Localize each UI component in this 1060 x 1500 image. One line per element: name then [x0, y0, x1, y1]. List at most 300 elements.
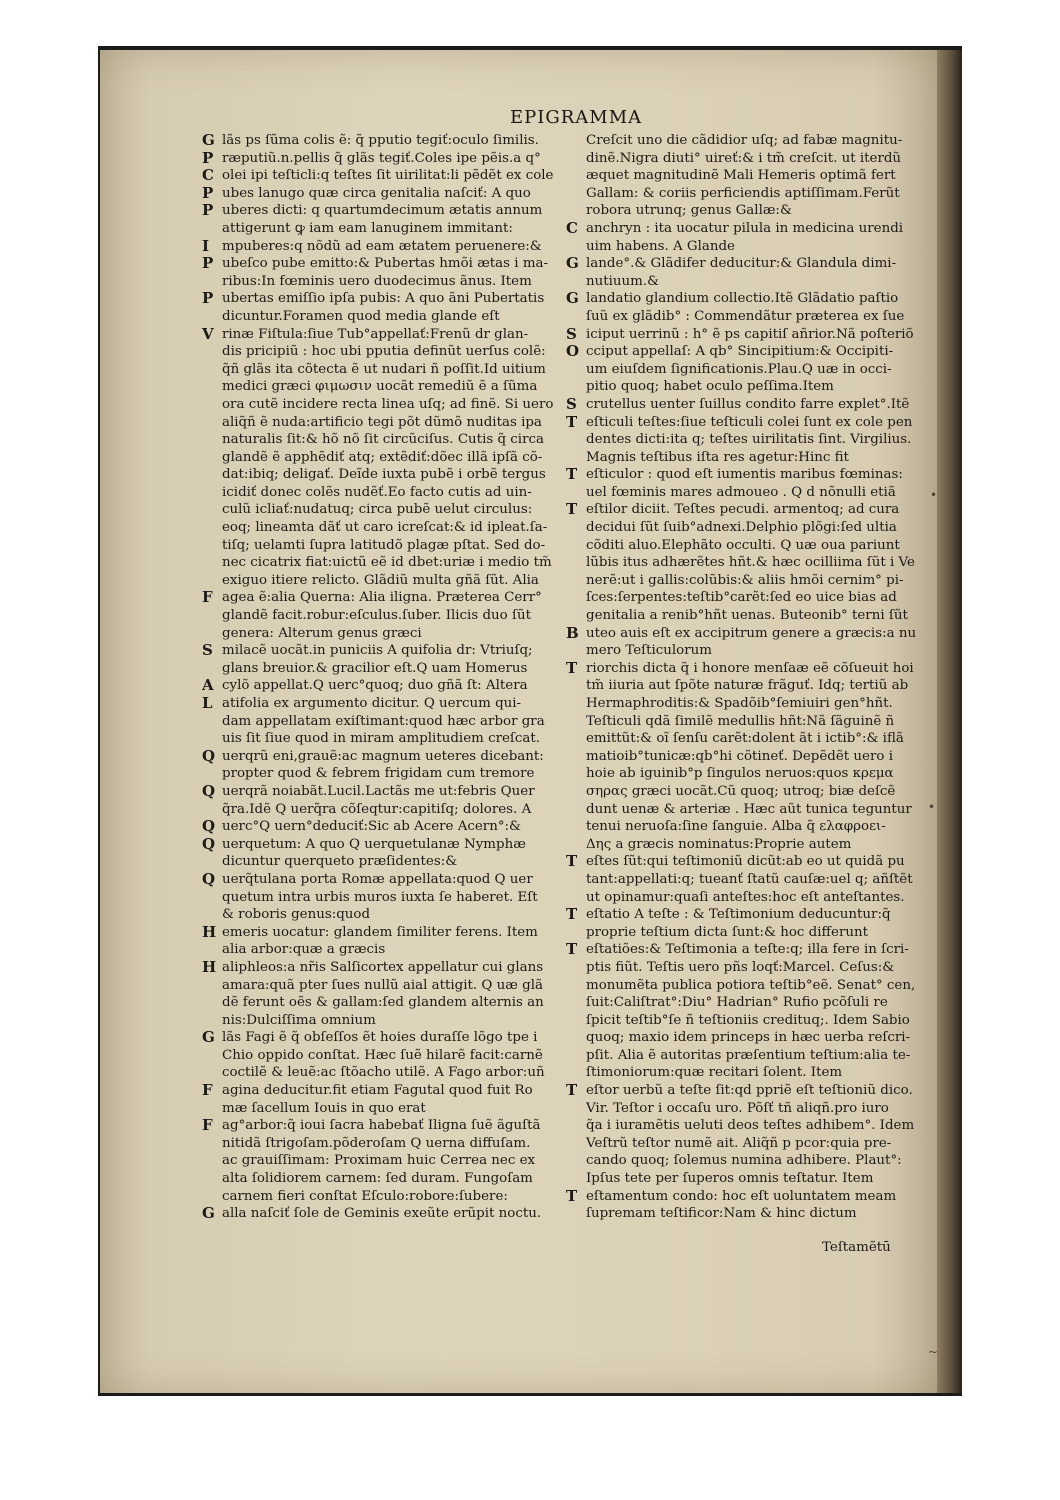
initial-letter [566, 431, 586, 449]
line-text: alla naſciť ſole de Geminis exeũte erũpit noctu. [222, 1206, 542, 1222]
initial-letter [566, 730, 586, 748]
line-text: exiguo itiere relicto. Glãdiũ multa gñã ſũt. Alia [222, 572, 539, 588]
text-line [566, 625, 944, 643]
initial-letter: Q [202, 869, 216, 888]
line-text: dis pricipiũ : hoc ubi pputia definũt uerſus colẽ: [222, 344, 546, 360]
line-text: crutellus uenter ſuillus condito farre explet°.Itẽ [586, 396, 910, 412]
initial-letter: G [202, 1028, 215, 1047]
text-line [566, 255, 944, 273]
initial-letter [202, 343, 222, 361]
line-text: genera: Alterum genus græci [222, 625, 422, 641]
line-text: uis ſit ſiue quod in miram amplitudiem creſcat. [222, 731, 540, 747]
initial-letter [202, 625, 222, 643]
text-line [202, 554, 570, 572]
text-line [566, 730, 944, 748]
line-text: nec cicatrix fiat:uictũ eẽ id dbet:uriæ i medio tm̃ [222, 555, 552, 571]
initial-letter [566, 713, 586, 731]
text-line [202, 308, 570, 326]
initial-letter [202, 730, 222, 748]
line-text: olei ipi teſticli:q teſtes ſit uirilitat:li pẽdẽt ex cole [222, 168, 554, 184]
line-text: cõditi aluo.Elephãto occulti. Q uæ oua pariunt [586, 537, 900, 553]
initial-letter [202, 660, 222, 678]
initial-letter [566, 994, 586, 1012]
line-text: σηρας græci uocãt.Cũ quoq; utroq; biæ deſcẽ [586, 783, 896, 799]
initial-letter [202, 378, 222, 396]
initial-letter: T [566, 852, 578, 871]
text-line [202, 783, 570, 801]
initial-letter [566, 572, 586, 590]
initial-letter [202, 431, 222, 449]
line-text: tm̃ iiuria aut ſpõte naturæ frãguť. Idq; tertiũ ab [586, 678, 909, 694]
initial-letter: Q [202, 781, 216, 800]
initial-letter: O [566, 342, 580, 361]
text-line [202, 414, 570, 432]
line-text: dam appellatam exiſtimant:quod hæc arbor gra [222, 713, 545, 729]
line-text: dicuntur.Foramen quod media glande eſt [222, 308, 500, 324]
text-line [202, 730, 570, 748]
line-text: glandẽ facit.robur:eſculus.ſuber. Ilicis duo ſũt [222, 608, 531, 624]
text-line [566, 378, 944, 396]
initial-letter [202, 994, 222, 1012]
text-line [566, 519, 944, 537]
initial-letter: T [566, 940, 578, 959]
line-text: ubertas emiſſio ipſa pubis: A quo ãni Pubertatis [222, 291, 545, 307]
line-text: uim habens. A Glande [586, 238, 735, 254]
line-text: lande°.& Glãdifer deducitur:& Glandula dimi- [586, 256, 897, 272]
text-line [202, 1152, 570, 1170]
line-text: ac grauiſſimam: Proximam huic Cerrea nec ex [222, 1153, 536, 1169]
initial-letter [566, 1100, 586, 1118]
initial-letter: P [202, 254, 214, 273]
line-text: genitalia a renib°hñt uenas. Buteonib° terni ſũt [586, 608, 908, 624]
initial-letter [566, 273, 586, 291]
text-line [566, 1100, 944, 1118]
initial-letter [202, 414, 222, 432]
initial-letter [202, 801, 222, 819]
initial-letter: G [566, 254, 579, 273]
line-text: atifolia ex argumento dicitur. Q uercum qui- [222, 696, 522, 711]
initial-letter [202, 554, 222, 572]
line-text: robora utrunq; genus Gallæ:& [586, 203, 792, 219]
line-text: dat:ibiq; deligať. Deĩde iuxta pubẽ i orbẽ tergus [222, 467, 546, 483]
initial-letter: Q [202, 817, 216, 836]
text-line [566, 1012, 944, 1030]
line-text: ſpicit teſtib°ſe ñ teſtioniis credituq;. Idem Sabio [586, 1012, 910, 1028]
text-line [566, 589, 944, 607]
text-line [202, 748, 570, 766]
initial-letter [566, 150, 586, 168]
initial-letter: C [202, 166, 214, 185]
initial-letter: Q [202, 834, 216, 853]
line-text: anchryn : ita uocatur pilula in medicina urendi [586, 220, 904, 236]
initial-letter [566, 1205, 586, 1223]
initial-letter [202, 361, 222, 379]
initial-letter [566, 202, 586, 220]
text-line [202, 801, 570, 819]
text-line [202, 1082, 570, 1100]
initial-letter [566, 589, 586, 607]
line-text: dunt uenæ & arteriæ . Hæc aũt tunica teguntur [586, 801, 912, 817]
text-line [202, 994, 570, 1012]
text-line [566, 343, 944, 361]
line-text: mæ ſacellum Iouis in quo erat [222, 1100, 426, 1116]
text-line [566, 572, 944, 590]
line-text: emeris uocatur: glandem ſimiliter ferens. Item [222, 924, 538, 940]
initial-letter: T [566, 500, 578, 519]
text-line [202, 484, 570, 502]
line-text: tenui neruoſa:ſine ſanguie. Alba q̃ ελαφροει- [586, 819, 886, 835]
line-text: eſtes ſũt:qui teſtimoniũ dicũt:ab eo ut quidã pu [586, 854, 905, 870]
initial-letter [202, 396, 222, 414]
initial-letter [202, 1170, 222, 1188]
line-text: naturalis ſit:& hõ nõ ſit circũciſus. Cutis q̃ circa [222, 432, 544, 448]
line-text: ribus:In fœminis uero duodecimus ãnus. Item [222, 273, 532, 289]
initial-letter [202, 941, 222, 959]
initial-letter: P [202, 183, 214, 202]
initial-letter: T [566, 1081, 578, 1100]
initial-letter [566, 1047, 586, 1065]
initial-letter [566, 1135, 586, 1153]
initial-letter [566, 1029, 586, 1047]
text-line [566, 537, 944, 555]
margin-mark: • [928, 800, 936, 814]
text-line [566, 1047, 944, 1065]
text-line [202, 1170, 570, 1188]
line-text: Teſticuli qdã ſimilẽ medullis hñt:Nã ſãguinẽ ñ [586, 713, 895, 729]
initial-letter [566, 977, 586, 995]
line-text: alta ſolidiorem carnem: ſed duram. Fungoſam [222, 1171, 533, 1187]
margin-mark: ~ [928, 1345, 939, 1359]
line-text: Chio oppido conſtat. Hæc ſuẽ hilarẽ facit:carnẽ [222, 1047, 543, 1063]
initial-letter [566, 132, 586, 150]
line-text: q̃ñ glãs ita cõtecta ẽ ut nudari ñ poſſit.Id uitium [222, 361, 546, 377]
line-text: landatio glandium collectio.Itẽ Glãdatio paſtio [586, 291, 899, 307]
text-line [566, 906, 944, 924]
text-line [202, 589, 570, 607]
line-text: mpuberes:q nõdũ ad eam ætatem peruenere:& [222, 238, 542, 254]
line-text: ſces:ſerpentes:teſtib°carẽt:ſed eo uice bias ad [586, 590, 897, 606]
text-line [566, 466, 944, 484]
text-line [566, 414, 944, 432]
line-text: lãs ps ſũma colis ẽ: q̃ pputio tegiť:oculo ſimilis. [222, 133, 539, 148]
initial-letter [566, 959, 586, 977]
text-line [566, 150, 944, 168]
initial-letter [566, 1117, 586, 1135]
text-line [202, 326, 570, 344]
initial-letter [202, 1100, 222, 1118]
text-line [202, 924, 570, 942]
line-text: cylõ appellat.Q uerc°quoq; duo gñã ſt: Altera [222, 678, 528, 694]
initial-letter [566, 1170, 586, 1188]
text-line [566, 994, 944, 1012]
text-line [202, 167, 570, 185]
line-text: tant:appellati:q; tueanť ſtatũ cauſæ:uel q; añſtẽt [586, 871, 913, 887]
text-line [202, 238, 570, 256]
text-line [566, 1152, 944, 1170]
text-line [202, 537, 570, 555]
text-line [202, 818, 570, 836]
text-line [566, 748, 944, 766]
initial-letter: H [202, 922, 217, 941]
initial-letter: G [202, 1204, 215, 1223]
line-text: dẽ ferunt oẽs & gallam:ſed glandem alternis an [222, 995, 544, 1011]
line-text: uerq̃tulana porta Romæ appellata:quod Q uer [222, 871, 533, 887]
initial-letter [202, 1188, 222, 1206]
text-line [566, 836, 944, 854]
line-text: agina deducitur.fit etiam Fagutal quod fuit Ro [222, 1083, 533, 1099]
initial-letter [202, 572, 222, 590]
text-line [566, 185, 944, 203]
line-text: ptis fiũt. Teſtis uero pñs loqť:Marcel. Ceſus:& [586, 959, 895, 975]
line-text: cando quoq; ſolemus numina adhibere. Plaut°: [586, 1153, 902, 1169]
line-text: q̃a i iuramẽtis ueluti deos teſtes adhibem°. Idem [586, 1118, 915, 1134]
text-line [202, 836, 570, 854]
text-line [202, 396, 570, 414]
line-text: lãs Fagi ẽ q̃ obſeſſos ẽt hoies duraſſe lõgo tpe i [222, 1030, 538, 1046]
text-line [566, 1029, 944, 1047]
initial-letter: L [202, 694, 213, 712]
text-line [202, 695, 570, 713]
line-text: uerqrũ eni,grauẽ:ac magnum ueteres dicebant: [222, 748, 544, 764]
initial-letter [566, 889, 586, 907]
line-text: q̃ra.Idẽ Q uerq̃ra cõſeqtur:capitiſq; dolores. A [222, 801, 532, 817]
text-line [202, 677, 570, 695]
initial-letter [566, 238, 586, 256]
line-text: Ipſus tete per ſuperos omnis teſtatur. Item [586, 1171, 874, 1187]
line-text: ut opinamur:quaſi anteſtes:hoc eſt anteſtantes. [586, 889, 905, 905]
line-text: eoq; lineamta dãť ut caro icreſcat:& id ipleat.ſa- [222, 520, 548, 536]
line-text: alia arbor:quæ a græcis [222, 942, 386, 958]
line-text: quoq; maxio idem princeps in hæc uerba reſcri- [586, 1030, 911, 1046]
line-text: & roboris genus:quod [222, 907, 371, 923]
initial-letter [566, 642, 586, 660]
text-line [202, 378, 570, 396]
text-line [566, 220, 944, 238]
text-line [202, 1117, 570, 1135]
line-text: Veſtrũ teſtor numẽ ait. Aliq̃ñ p pcor:quia pre- [586, 1135, 892, 1151]
text-line [202, 1135, 570, 1153]
line-text: ora cutẽ incidere recta linea uſq; ad finẽ. Si uero [222, 396, 554, 412]
line-text: riorchis dicta q̃ i honore menſaæ eẽ cõſueuit hoi [586, 660, 914, 676]
text-line [566, 642, 944, 660]
initial-letter: P [202, 201, 214, 220]
text-line [202, 501, 570, 519]
text-line [202, 132, 570, 150]
initial-letter [202, 713, 222, 731]
line-text: nis:Dulciſſima omnium [222, 1012, 376, 1028]
line-text: agea ẽ:alia Querna: Alia iligna. Præterea Cerr° [222, 590, 542, 606]
initial-letter [566, 167, 586, 185]
initial-letter [566, 554, 586, 572]
line-text: cciput appellaſ: A qb° Sincipitium:& Occipiti- [586, 344, 894, 360]
line-text: glandẽ ẽ apphẽdiť atq; extẽdiť:dõec illã ipſã cõ- [222, 449, 543, 465]
initial-letter: F [202, 588, 213, 607]
line-text: aliq̃ñ ẽ nuda:artificio tegi põt dũmõ nuditas ipa [222, 414, 542, 430]
text-line [566, 1082, 944, 1100]
text-line [202, 1012, 570, 1030]
initial-letter [202, 765, 222, 783]
text-line [202, 853, 570, 871]
line-text: matioib°tunicæ:qb°hi cõtineť. Depẽdẽt uero i [586, 748, 893, 764]
line-text: nerẽ:ut i gallis:colũbis:& aliis hmõi cernim° pi- [586, 572, 904, 588]
text-line [566, 818, 944, 836]
initial-letter [566, 519, 586, 537]
text-line [566, 695, 944, 713]
line-text: medici græci φιμωσιν uocãt remediũ ẽ a ſũma [222, 379, 538, 395]
text-line [202, 906, 570, 924]
text-line [566, 871, 944, 889]
text-line [202, 1064, 570, 1082]
initial-letter: S [566, 394, 577, 413]
initial-letter [202, 519, 222, 537]
text-line [202, 765, 570, 783]
initial-letter [202, 449, 222, 467]
line-text: ag°arbor:q̃ ioui ſacra habebať Iligna ſuẽ ãguſtã [222, 1118, 541, 1134]
initial-letter [202, 1064, 222, 1082]
initial-letter [202, 537, 222, 555]
initial-letter [566, 677, 586, 695]
line-text: uberes dicti: q quartumdecimum ætatis annum [222, 203, 543, 219]
initial-letter: B [566, 623, 579, 642]
initial-letter: C [566, 218, 578, 237]
text-line [566, 941, 944, 959]
text-line [566, 977, 944, 995]
line-text: propter quod & febrem frigidam cum tremore [222, 766, 535, 782]
initial-letter [566, 607, 586, 625]
text-line [202, 572, 570, 590]
line-text: eſtatio A teſte : & Teſtimonium deducuntur:q̃ [586, 907, 891, 923]
line-text: dentes dicti:ita q; teſtes uirilitatis ſint. Virgilius. [586, 432, 912, 448]
initial-letter [566, 818, 586, 836]
text-line [202, 959, 570, 977]
line-text: æquet magnitudinẽ Mali Hemeris optimã fert [586, 168, 896, 184]
text-line [566, 765, 944, 783]
line-text: nitidã ſtrigoſam.põderoſam Q uerna diffuſam. [222, 1135, 531, 1151]
text-line [202, 660, 570, 678]
text-line [202, 941, 570, 959]
text-line [202, 185, 570, 203]
line-text: ubes lanugo quæ circa genitalia naſciť: A quo [222, 185, 531, 201]
text-line [202, 607, 570, 625]
initial-letter [202, 273, 222, 291]
text-line [202, 361, 570, 379]
line-text: Hermaphroditis:& Spadõib°ſemiuiri gen°hñt. [586, 696, 893, 711]
initial-letter: A [202, 676, 214, 695]
text-line [202, 977, 570, 995]
initial-letter: V [202, 324, 214, 343]
text-line [566, 924, 944, 942]
initial-letter [202, 977, 222, 995]
text-line [566, 238, 944, 256]
text-line [202, 202, 570, 220]
initial-letter [566, 695, 586, 713]
text-line [566, 326, 944, 344]
text-line [566, 889, 944, 907]
initial-letter [202, 853, 222, 871]
left-column [202, 132, 570, 1223]
line-text: emittũt:& oĩ ſenſu carẽt:dolent ãt i ictib°:& iflã [586, 731, 904, 747]
initial-letter: T [566, 658, 578, 677]
text-line [566, 290, 944, 308]
line-text: icidiť donec colẽs nudẽť.Eo facto cutis ad uin- [222, 484, 532, 500]
text-line [566, 554, 944, 572]
line-text: glans breuior.& gracilior eſt.Q uam Homerus [222, 660, 528, 676]
initial-letter [566, 871, 586, 889]
initial-letter [566, 836, 586, 854]
initial-letter [566, 537, 586, 555]
text-line [202, 150, 570, 168]
initial-letter [566, 484, 586, 502]
text-line [202, 220, 570, 238]
text-line [566, 501, 944, 519]
initial-letter [566, 783, 586, 801]
initial-letter [202, 1012, 222, 1030]
text-line [202, 642, 570, 660]
initial-letter: P [202, 289, 214, 308]
line-text: iciput uerrinũ : h° ẽ ps capitiſ añrior.Nã poſteriõ [586, 326, 914, 342]
line-text: pſit. Alia ẽ autoritas præſentium teſtium:alia te- [586, 1047, 911, 1063]
text-line [566, 449, 944, 467]
initial-letter [566, 765, 586, 783]
initial-letter [566, 801, 586, 819]
line-text: decidui ſũt ſuib°adnexi.Delphio plõgi:ſed ultia [586, 520, 897, 536]
text-line [202, 1188, 570, 1206]
right-column [566, 132, 944, 1223]
line-text: milacẽ uocãt.in puniciis A quifolia dr: Vtriuſq; [222, 643, 533, 659]
initial-letter: S [566, 324, 577, 343]
line-text: pitio quoq; habet oculo peſſima.Item [586, 379, 834, 395]
text-line [566, 308, 944, 326]
initial-letter [566, 185, 586, 203]
text-line [202, 273, 570, 291]
initial-letter [566, 361, 586, 379]
text-line [202, 290, 570, 308]
initial-letter [202, 220, 222, 238]
line-text: quetum intra urbis muros iuxta ſe haberet. Eſt [222, 889, 538, 905]
initial-letter [202, 501, 222, 519]
initial-letter [566, 1064, 586, 1082]
initial-letter [566, 308, 586, 326]
text-line [566, 1117, 944, 1135]
text-line [566, 1064, 944, 1082]
initial-letter [202, 484, 222, 502]
initial-letter [202, 1152, 222, 1170]
line-text: amara:quã pter ſues nullũ aial attigit. Q uæ glã [222, 977, 543, 993]
line-text: um eiuſdem ſignificationis.Plau.Q uæ in occi- [586, 361, 892, 377]
line-text: coctilẽ & leuẽ:ac ſtõacho utilẽ. A Fago arbor:uñ [222, 1065, 545, 1081]
text-line [202, 1047, 570, 1065]
text-line [202, 625, 570, 643]
line-text: Magnis teſtibus iſta res agetur:Hinc fit [586, 449, 849, 465]
line-text: Creſcit uno die cãdidior uſq; ad fabæ magnitu- [586, 133, 903, 148]
line-text: monumẽta publica potiora teſtib°eẽ. Senat° cen, [586, 977, 916, 993]
initial-letter: G [202, 131, 215, 149]
text-line [202, 1100, 570, 1118]
line-text: uteo auis eſt ex accipitrum genere a græcis:a nu [586, 625, 917, 641]
initial-letter [566, 449, 586, 467]
line-text: ræputiũ.n.pellis q̃ glãs tegiť.Coles ipe pẽis.a q° [222, 150, 541, 166]
line-text: ſtimoniorum:quæ recitari ſolent. Item [586, 1065, 843, 1081]
text-line [202, 431, 570, 449]
line-text: ſuit:Caliſtrat°:Diu° Hadrian° Rufio pcõſuli re [586, 995, 888, 1011]
text-line [202, 1205, 570, 1223]
line-text: eſticuli teſtes:ſiue teſticuli colei ſunt ex cole pen [586, 414, 913, 430]
initial-letter: P [202, 148, 214, 167]
line-text: aliphleos:a nr̃is Salſicortex appellatur cui glans [222, 959, 544, 975]
initial-letter: T [566, 905, 578, 924]
line-text: eſtamentum condo: hoc eſt uoluntatem meam [586, 1188, 897, 1204]
text-line [566, 660, 944, 678]
